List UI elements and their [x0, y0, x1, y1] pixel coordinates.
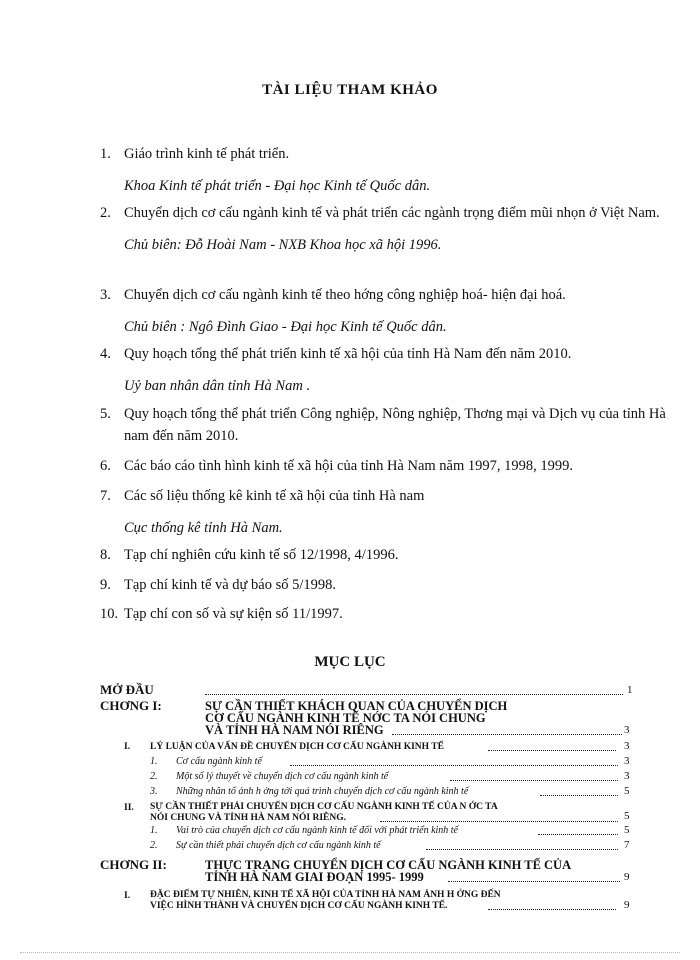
reference-number: 2.: [100, 205, 111, 221]
toc-leader: [205, 694, 623, 695]
reference-source: Cục thống kê tỉnh Hà Nam.: [124, 520, 283, 536]
toc-leader: [450, 780, 618, 781]
toc-leader: [392, 734, 622, 735]
reference-item: [100, 544, 670, 566]
reference-text: Quy hoạch tổng thể phát triển kinh tế xã hội của tỉnh Hà Nam đến năm 2010.: [124, 346, 572, 362]
reference-number: 9.: [100, 577, 111, 593]
toc-chapter-1-label: CHƠNG I:: [100, 698, 162, 713]
toc-section-title: LÝ LUẬN CỦA VẤN ĐỀ CHUYỂN DỊCH CƠ CẤU NGÀNH KINH TẾ: [150, 742, 444, 752]
reference-text: Chuyển dịch cơ cấu ngành kinh tế theo hớng công nghiệp hoá- hiện đại hoá.: [124, 287, 566, 303]
reference-text: Tạp chí kinh tế và dự báo số 5/1998.: [124, 577, 337, 593]
toc-subsection-number: 3.: [150, 786, 158, 797]
toc-leader: [488, 750, 616, 751]
reference-text: Các báo cáo tình hình kinh tế xã hội của tỉnh Hà Nam năm 1997, 1998, 1999.: [124, 458, 574, 474]
toc-section-title-line1: ĐẶC ĐIỂM TỰ NHIÊN, KINH TẾ XÃ HỘI CỦA TỈNH HÀ NAM ẢNH H ỞNG ĐẾN: [150, 890, 501, 900]
toc-page-number: 5: [624, 810, 630, 822]
reference-text: Chuyển dịch cơ cấu ngành kinh tế và phát triển các ngành trọng điểm mũi nhọn ở Việt Nam.: [124, 205, 660, 221]
toc-leader: [448, 881, 620, 882]
toc-subsection-title: Một số lý thuyết về chuyển dịch cơ cấu ngành kinh tế: [176, 771, 389, 782]
reference-number: 4.: [100, 346, 111, 362]
toc-leader: [538, 834, 618, 835]
reference-number: 7.: [100, 488, 111, 504]
toc-page-number: 9: [624, 871, 630, 883]
reference-item: [100, 343, 670, 397]
toc-subsection-title: Những nhân tố ảnh h ởng tới quá trình chuyển dịch cơ cấu ngành kinh tế: [176, 786, 469, 797]
toc-page-number: 7: [624, 839, 630, 851]
toc-chapter-2-title-line1: THỰC TRẠNG CHUYỂN DỊCH CƠ CẤU NGÀNH KINH TẾ CỦA: [205, 858, 572, 872]
reference-text: Tạp chí nghiên cứu kinh tế số 12/1998, 4/1996.: [124, 547, 399, 563]
toc-chapter-1-title-line2: CƠ CẤU NGÀNH KINH TẾ NỚC TA NÓI CHUNG: [205, 711, 486, 725]
toc-title: MỤC LỤC: [314, 654, 386, 670]
reference-source: Khoa Kinh tế phát triển - Đại học Kinh tế Quốc dân.: [124, 178, 431, 194]
toc-page-number: 1: [627, 684, 633, 696]
reference-text: Quy hoạch tổng thể phát triển Công nghiệp, Nông nghiệp, Thơng mại và Dịch vụ của tỉnh Hà nam đến năm 2010.: [124, 406, 666, 444]
toc-subsection-number: 1.: [150, 825, 158, 836]
toc-chapter-2-label: CHƠNG II:: [100, 857, 167, 872]
toc-page-number: 5: [624, 824, 630, 836]
reference-number: 6.: [100, 458, 111, 474]
page-bottom-divider: [20, 952, 680, 953]
reference-number: 8.: [100, 547, 111, 563]
toc-page-number: 9: [624, 899, 630, 911]
toc-section-number: I.: [124, 891, 131, 901]
reference-item: [100, 455, 670, 477]
reference-number: 10.: [100, 606, 119, 622]
reference-text: Tạp chí con số và sự kiện số 11/1997.: [124, 606, 343, 622]
reference-number: 1.: [100, 146, 111, 162]
toc-leader: [426, 849, 618, 850]
toc-leader: [290, 765, 618, 766]
reference-text: Các số liệu thống kê kinh tế xã hội của tỉnh Hà nam: [124, 488, 425, 504]
toc-section-title-line1: SỰ CẦN THIẾT PHẢI CHUYỂN DỊCH CƠ CẤU NGÀNH KINH TẾ CỦA N ỚC TA: [150, 802, 498, 812]
toc-leader: [540, 795, 618, 796]
reference-number: 5.: [100, 406, 111, 422]
toc-page-number: 3: [624, 724, 630, 736]
toc-section-title-line2: NÓI CHUNG VÀ TỈNH HÀ NAM NÓI RIÊNG.: [150, 813, 346, 823]
reference-item: [100, 403, 670, 447]
reference-item: [100, 202, 670, 256]
toc-section-number: II.: [124, 803, 134, 813]
reference-source: Chủ biên : Ngô Đình Giao - Đại học Kinh tế Quốc dân.: [124, 319, 447, 335]
reference-item: [100, 143, 670, 197]
toc-page-number: 3: [624, 740, 630, 752]
toc-subsection-number: 1.: [150, 756, 158, 767]
reference-number: 3.: [100, 287, 111, 303]
toc-page-number: 3: [624, 755, 630, 767]
toc-chapter-1-title-line1: SỰ CẦN THIẾT KHÁCH QUAN CỦA CHUYỂN DỊCH: [205, 699, 508, 713]
reference-item: [100, 284, 670, 338]
toc-leader: [488, 909, 616, 910]
toc-subsection-number: 2.: [150, 771, 158, 782]
reference-source: Chủ biên: Đỗ Hoài Nam - NXB Khoa học xã hội 1996.: [124, 237, 442, 253]
reference-source: Uỷ ban nhân dân tỉnh Hà Nam .: [124, 378, 311, 394]
toc-page-number: 3: [624, 770, 630, 782]
references-title: TÀI LIỆU THAM KHẢO: [262, 82, 438, 98]
toc-chapter-2-title-line2: TỈNH HÀ NAM GIAI ĐOẠN 1995- 1999: [205, 870, 424, 884]
reference-item: [100, 603, 670, 625]
toc-chapter-1-title-line3: VÀ TỈNH HÀ NAM NÓI RIÊNG: [205, 723, 384, 737]
toc-subsection-title: Sự cần thiết phải chuyển dịch cơ cấu ngành kinh tế: [176, 840, 381, 851]
toc-mo-dau-label: MỞ ĐẦU: [100, 682, 154, 697]
toc-section-title-line2: VIỆC HÌNH THÀNH VÀ CHUYỂN DỊCH CƠ CẤU NGÀNH KINH TẾ.: [150, 901, 448, 911]
toc-section-number: I.: [124, 742, 131, 752]
toc-leader: [380, 821, 618, 822]
toc-subsection-title: Cơ cấu ngành kinh tế: [176, 756, 262, 767]
reference-item: [100, 485, 670, 539]
toc-subsection-title: Vai trò của chuyển dịch cơ cấu ngành kinh tế đối với phát triển kinh tế: [176, 825, 458, 836]
reference-text: Giáo trình kinh tế phát triển.: [124, 146, 290, 162]
toc-page-number: 5: [624, 785, 630, 797]
reference-item: [100, 574, 670, 596]
toc-subsection-number: 2.: [150, 840, 158, 851]
